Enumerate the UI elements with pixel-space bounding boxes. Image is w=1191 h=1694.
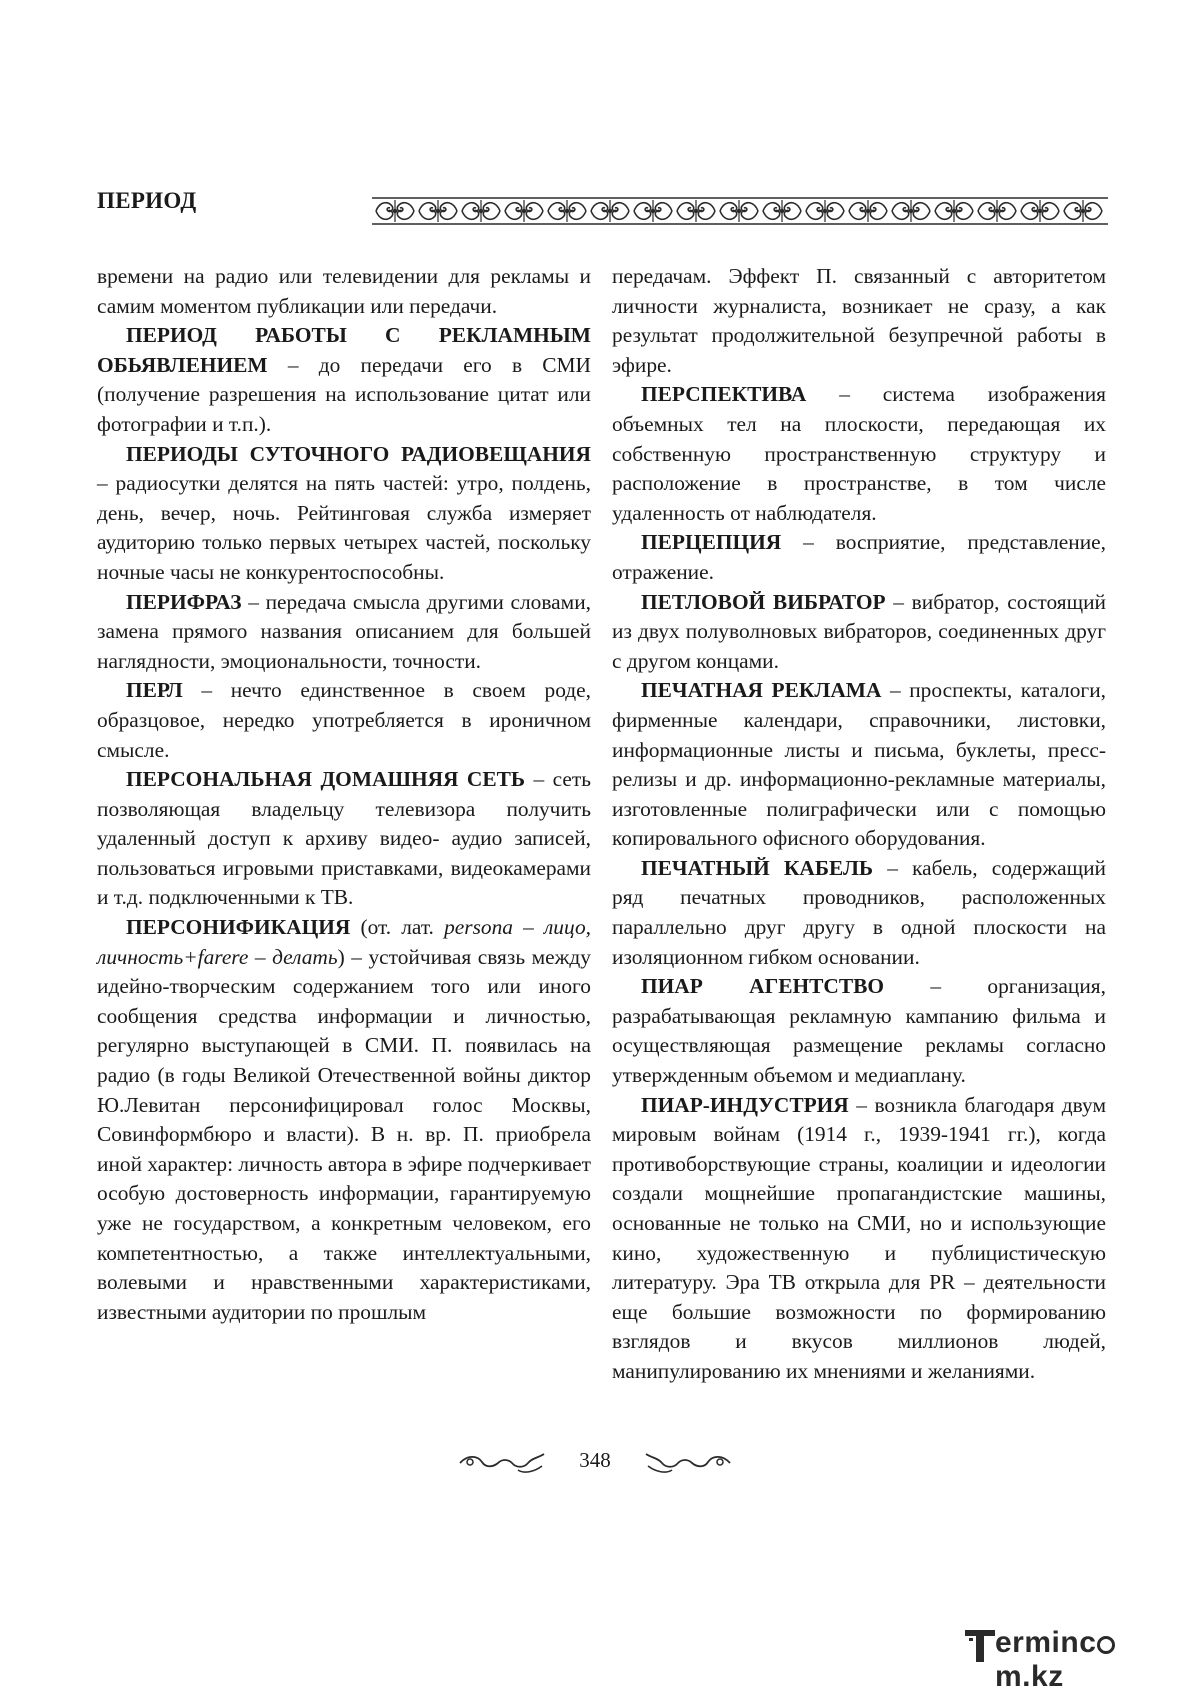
entry-term: ПЕРИОД РАБОТЫ С РЕКЛАМНЫМ ОБЬЯВЛЕНИЕМ (97, 323, 591, 377)
entry-term: ПЕЧАТНЫЙ КАБЕЛЬ (641, 855, 874, 880)
entry-pechatnyy-kabel (612, 854, 1106, 972)
entry-text: – организация, разрабатывающая рекламную кампанию фильма и осуществляющая размещение рекламы согласно утвержденным объемом и медиаплану. (612, 974, 1106, 1088)
ornament-unit (1021, 200, 1059, 222)
entry-text: времени на радио или телевидении для рекламы и самим моментом публикации или передачи. (97, 264, 591, 318)
entry-period-raboty (97, 321, 591, 439)
entry-text: – сеть позволяющая владельцу телевизора получить удаленный доступ к архиву видео- аудио записей, пользоваться игровыми приставками, видеокамерами и т.д. подключенными к ТВ. (97, 767, 592, 910)
ornament-unit (935, 200, 973, 222)
right-column (612, 262, 1106, 1387)
entry-etymology: persona – лицо, личность+farere – делать (97, 915, 591, 969)
entry-term: ПЕРИОДЫ СУТОЧНОГО РАДИОВЕЩАНИЯ (126, 441, 591, 466)
entry-text: – восприятие, представление, отражение. (612, 530, 1106, 584)
entry-perspektiva (612, 380, 1106, 528)
entry-continuation (612, 262, 1106, 380)
entry-term: ПЕРИФРАЗ (126, 589, 242, 614)
entry-text: ) – устойчивая связь между идейно-творческим содержанием того или иного сообщения средства информации и личностью, регулярно выступающей в СМИ. П. появилась на радио (в годы Великой Отечественной войны диктор Ю.Левитан персонифицировал голос Москвы, Совинформбюро и власти). В н. вр. П. приобрела иной характер: личность автора в эфире подчеркивает особую достоверность информации, гарантируемую уже не государством, а конкретным человеком, его компетентностью, а также интеллектуальными, волевыми и нравственными характеристиками, известными аудитории по прошлым (97, 944, 591, 1324)
entry-perl (97, 676, 591, 765)
ornament-unit (419, 200, 457, 222)
ornament-unit (591, 200, 629, 222)
ornament-unit (763, 200, 801, 222)
ornament-unit (978, 200, 1016, 222)
entry-text: – вибратор, состоящий из двух полуволновых вибраторов, соединенных друг с другом концами. (612, 589, 1106, 673)
entry-piar-industriya (612, 1091, 1106, 1387)
ornament-unit (634, 200, 672, 222)
entry-text: передачам. Эффект П. связанный с авторитетом личности журналиста, возникает не сразу, а как результат продолжительной безупречной работы в эфире. (612, 264, 1106, 377)
entry-petlovoy-vibrator (612, 588, 1106, 677)
entry-term: ПЕРСОНАЛЬНАЯ ДОМАШНЯЯ СЕТЬ (126, 767, 526, 792)
termincom-logo-icon (965, 1628, 997, 1664)
entry-text: – проспекты, каталоги, фирменные календари, справочники, листовки, информационные листы и письма, буклеты, пресс-релизы и др. информационно-рекламные материалы, изготовленные полиграфически или с помощью копировального офисного оборудования. (612, 678, 1107, 851)
entry-term: ПЕРСПЕКТИВА (641, 382, 807, 407)
ornament-unit (505, 200, 543, 222)
watermark-o-icon (1097, 1636, 1115, 1654)
entry-continuation (97, 262, 591, 321)
entry-term: ПЕТЛОВОЙ ВИБРАТОР (641, 589, 886, 614)
termincom-watermark (965, 1626, 1175, 1693)
ornament-unit (720, 200, 758, 222)
entry-term: ПИАР АГЕНТСТВО (641, 974, 884, 999)
ornament-unit (548, 200, 586, 222)
entry-term: ПЕРСОНИФИКАЦИЯ (126, 915, 351, 940)
folio-ornament-left-icon (458, 1450, 548, 1476)
entry-term: ПЕЧАТНАЯ РЕКЛАМА (641, 678, 882, 703)
entry-piar-agentstvo (612, 972, 1106, 1090)
folio-ornament-right-icon (642, 1450, 732, 1476)
watermark-text: ermincm.kz (995, 1626, 1175, 1694)
entry-periody-sutochnogo (97, 440, 591, 588)
entry-text: – кабель, содержащий ряд печатных проводников, расположенных параллельно друг другу в одной плоскости на изоляционном гибком основании. (612, 855, 1106, 969)
ornament-unit (892, 200, 930, 222)
entry-term: ПИАР-ИНДУСТРИЯ (641, 1092, 849, 1117)
ornament-unit (806, 200, 844, 222)
entry-personalnaya-set (97, 765, 591, 913)
ornament-unit (462, 200, 500, 222)
entry-perifraz (97, 588, 591, 677)
page-footer (0, 1448, 1191, 1476)
page-number: 348 (579, 1448, 611, 1472)
entry-pechatnaya-reklama (612, 676, 1106, 854)
header-ornament-band (372, 196, 1108, 226)
ornament-unit (677, 200, 715, 222)
entry-term: ПЕРЦЕПЦИЯ (641, 530, 782, 555)
entry-percepciya (612, 528, 1106, 587)
entry-term: ПЕРЛ (126, 678, 183, 703)
ornament-unit (1064, 200, 1102, 222)
ornament-unit (849, 200, 887, 222)
entry-text: (от. лат. (350, 915, 445, 940)
entry-personifikaciya (97, 913, 591, 1327)
entry-text: – радиосутки делятся на пять частей: утро, полдень, день, вечер, ночь. Рейтинговая служба измеряет аудиторию только первых четырех частей, поскольку ночные часы не конкурентоспособны. (97, 471, 591, 584)
left-column (97, 262, 591, 1327)
entry-text: – передача смысла другими словами, замена прямого названия описанием для большей наглядности, эмоциональности, точности. (97, 589, 591, 673)
entry-text: – возникла благодаря двум мировым войнам (1914 г., 1939-1941 гг.), когда противоборствующие страны, коалиции и идеологии создали мощнейшие пропагандистские машины, основанные не только на СМИ, но и использующие кино, художественную и публицистическую литературу. Эра ТВ открыла для PR – деятельности еще большие возможности по формированию взглядов и вкусов миллионов людей, манипулированию их мнениями и желаниями. (612, 1092, 1106, 1383)
entry-text: – нечто единственное в своем роде, образцовое, нередко употребляется в ироничном смысле. (97, 678, 591, 762)
entry-text: – система изображения объемных тел на плоскости, передающая их собственную пространственную структуру и расположение в пространстве, в том числе удаленность от наблюдателя. (612, 382, 1106, 525)
entry-text: – до передачи его в СМИ (получение разрешения на использование цитат или фотографии и т.п.). (97, 352, 591, 436)
running-head: ПЕРИОД (97, 188, 197, 213)
ornament-unit (376, 200, 414, 222)
